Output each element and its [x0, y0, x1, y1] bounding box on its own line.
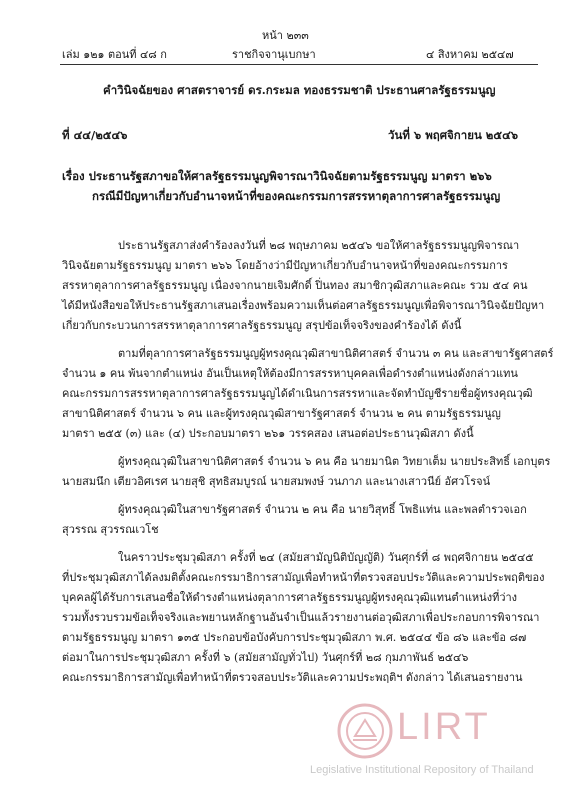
ruling-date: วันที่ ๖ พฤศจิกายน ๒๕๔๖	[388, 128, 519, 142]
body-line: สาขานิติศาสตร์ จำนวน ๖ คน และผู้ทรงคุณวุฒิสาขารัฐศาสตร์ จำนวน ๒ คน ตามรัฐธรรมนูญ	[62, 407, 501, 420]
body-line: ในคราวประชุมวุฒิสภา ครั้งที่ ๒๔ (สมัยสามัญนิติบัญญัติ) วันศุกร์ที่ ๘ พฤศจิกายน ๒๕๔๕	[118, 551, 534, 564]
gazette-volume: เล่ม ๑๒๑ ตอนที่ ๔๘ ก	[62, 48, 167, 61]
body-line: เกี่ยวกับกระบวนการสรรหาตุลาการศาลรัฐธรรมนูญ สรุปข้อเท็จจริงของคำร้องได้ ดังนี้	[62, 319, 462, 332]
ruling-heading: คำวินิจฉัยของ ศาสตราจารย์ ดร.กระมล ทองธรรมชาติ ประธานศาลรัฐธรรมนูญ	[103, 83, 496, 97]
body-line: ได้มีหนังสือขอให้ประธานรัฐสภาเสนอเรื่องพร้อมความเห็นต่อศาลรัฐธรรมนูญเพื่อพิจารณาวินิจฉัยปัญหา	[62, 299, 545, 312]
body-line: ผู้ทรงคุณวุฒิในสาขารัฐศาสตร์ จำนวน ๒ คน คือ นายวิสุทธิ์ โพธิแท่น และพลตำรวจเอก	[118, 503, 527, 516]
page-number: หน้า ๒๓๓	[262, 29, 309, 42]
parliament-seal-icon	[336, 702, 394, 760]
body-line: นายสมนึก เตียวอิศเรศ นายสุชิ สุทธิสมบูรณ์ นายสมพงษ์ วนภาภ และนางเสาวนีย์ อัศวโรจน์	[62, 475, 491, 488]
gazette-date: ๔ สิงหาคม ๒๕๔๗	[426, 48, 514, 61]
body-line: ประธานรัฐสภาส่งคำร้องลงวันที่ ๒๘ พฤษภาคม ๒๕๔๖ ขอให้ศาลรัฐธรรมนูญพิจารณา	[118, 239, 520, 252]
body-line: มาตรา ๒๕๕ (๓) และ (๔) ประกอบมาตรา ๒๖๑ วรรคสอง เสนอต่อประธานวุฒิสภา ดังนี้	[62, 427, 474, 440]
subject-line-1: เรื่อง ประธานรัฐสภาขอให้ศาลรัฐธรรมนูญพิจารณาวินิจฉัยตามรัฐธรรมนูญ มาตรา ๒๖๖	[62, 169, 492, 183]
body-line: ต่อมาในการประชุมวุฒิสภา ครั้งที่ ๖ (สมัยสามัญทั่วไป) วันศุกร์ที่ ๒๘ กุมภาพันธ์ ๒๕๔๖	[62, 651, 469, 664]
body-line: สรรหาตุลาการศาลรัฐธรรมนูญ เนื่องจากนายเจิมศักดิ์ ปิ่นทอง สมาชิกวุฒิสภาและคณะ รวม ๕๔ คน	[62, 279, 528, 292]
body-line: คณะกรรมการสรรหาตุลาการศาลรัฐธรรมนูญได้ดำเนินการสรรหาและจัดทำบัญชีรายชื่อผู้ทรงคุณวุฒิ	[62, 387, 533, 400]
body-line: คณะกรรมาธิการสามัญเพื่อทำหน้าที่ตรวจสอบประวัติและความประพฤติฯ ดังกล่าว ได้เสนอรายงาน	[62, 671, 523, 684]
body-line: ตามรัฐธรรมนูญ มาตรา ๑๓๕ ประกอบข้อบังคับการประชุมวุฒิสภา พ.ศ. ๒๕๔๔ ข้อ ๘๖ และข้อ ๘๗	[62, 631, 527, 644]
subject-line-2: กรณีมีปัญหาเกี่ยวกับอำนาจหน้าที่ของคณะกรรมการสรรหาตุลาการศาลรัฐธรรมนูญ	[92, 189, 501, 203]
body-line: วินิจฉัยตามรัฐธรรมนูญ มาตรา ๒๖๖ โดยอ้างว่ามีปัญหาเกี่ยวกับอำนาจหน้าที่ของคณะกรรมการ	[62, 259, 508, 272]
body-line: ตามที่ตุลาการศาลรัฐธรรมนูญผู้ทรงคุณวุฒิสาขานิติศาสตร์ จำนวน ๓ คน และสาขารัฐศาสตร์	[118, 347, 554, 360]
body-line: จำนวน ๑ คน พ้นจากตำแหน่ง อันเป็นเหตุให้ต้องมีการสรรหาบุคคลเพื่อดำรงตำแหน่งดังกล่าวแทน	[62, 367, 518, 380]
watermark-caption: Legislative Institutional Repository of Thailand	[310, 764, 534, 776]
body-line: ผู้ทรงคุณวุฒิในสาขานิติศาสตร์ จำนวน ๖ คน คือ นายมานิต วิทยาเต็ม นายประสิทธิ์ เอกบุตร	[118, 455, 551, 468]
repository-watermark	[310, 706, 558, 788]
ruling-number: ที่ ๔๔/๒๕๔๖	[62, 128, 128, 142]
watermark-logo-text: LIRT	[397, 706, 491, 748]
body-line: บุคคลผู้ได้รับการเสนอชื่อให้ดำรงตำแหน่งตุลาการศาลรัฐธรรมนูญผู้ทรงคุณวุฒิแทนตำแหน่งที่ว่าง	[62, 591, 518, 604]
body-line: ที่ประชุมวุฒิสภาได้ลงมติตั้งคณะกรรมาธิการสามัญเพื่อทำหน้าที่ตรวจสอบประวัติและความประพฤติของ	[62, 571, 545, 584]
gazette-name: ราชกิจจานุเบกษา	[232, 48, 316, 61]
body-line: รวมทั้งรวบรวมข้อเท็จจริงและพยานหลักฐานอันจำเป็นแล้วรายงานต่อวุฒิสภาเพื่อประกอบการพิจารณา	[62, 611, 540, 624]
header-rule	[60, 64, 538, 65]
body-line: สุวรรณ สุวรรณเวโช	[62, 523, 159, 536]
